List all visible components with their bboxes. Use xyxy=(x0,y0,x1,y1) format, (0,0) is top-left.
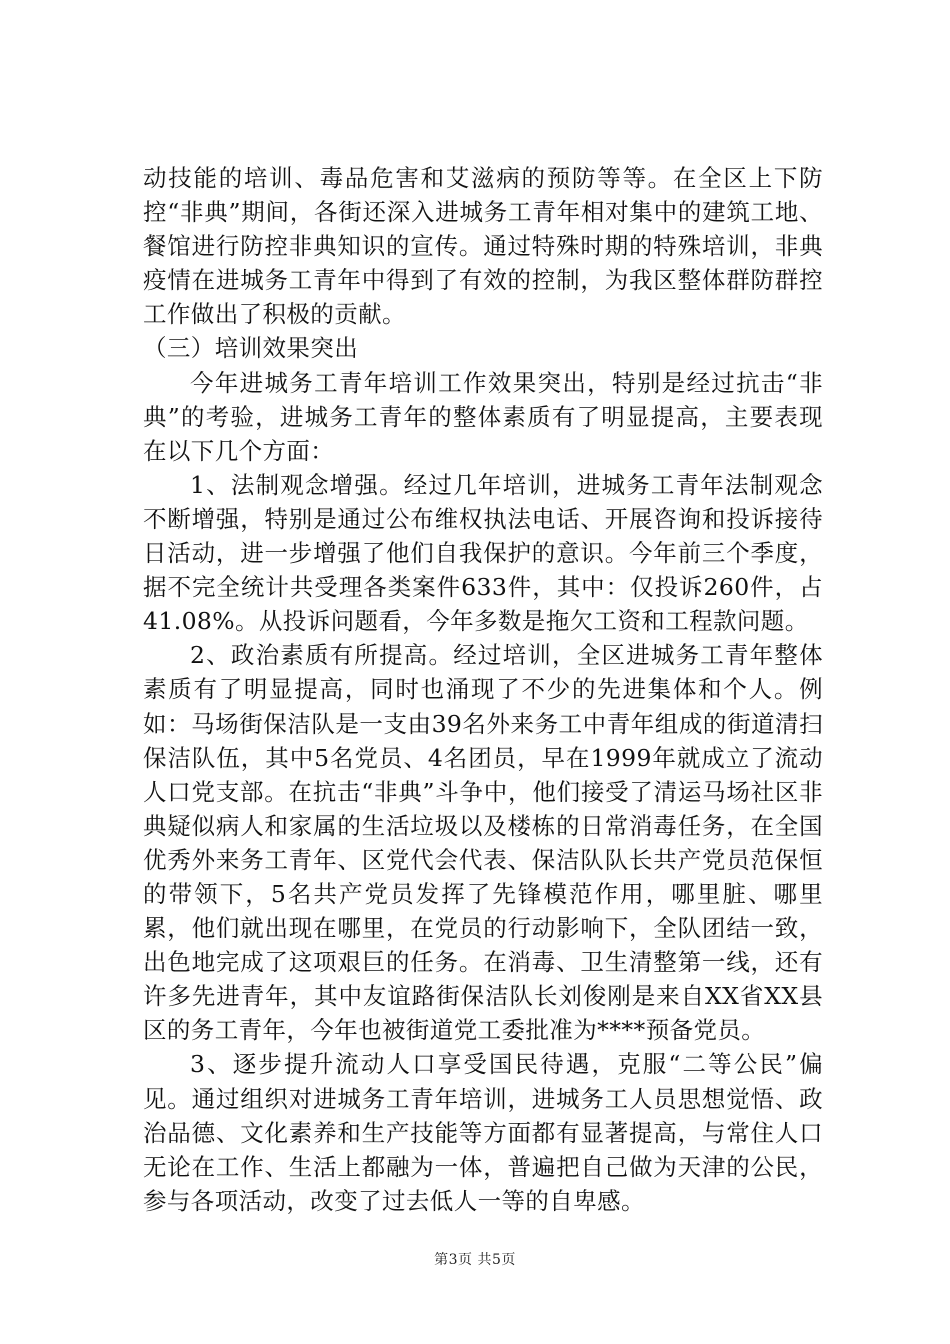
paragraph-item-1: 1、法制观念增强。经过几年培训，进城务工青年法制观念不断增强，特别是通过公布维权执法电话、开展咨询和投诉接待日活动，进一步增强了他们自我保护的意识。今年前三个季度，据不完全统计共受理各类案件633件，其中：仅投诉260件，占41.08%。从投诉问题看，今年多数是拖欠工资和工程款问题。 xyxy=(143,470,823,636)
paragraph-item-3: 3、逐步提升流动人口享受国民待遇，克服“二等公民”偏见。通过组织对进城务工青年培训，进城务工人员思想觉悟、政治品德、文化素养和生产技能等方面都有显著提高，与常住人口无论在工作、生活上都融为一体，普遍把自己做为天津的公民，参与各项活动，改变了过去低人一等的自卑感。 xyxy=(143,1050,823,1215)
page-number-footer: 第3页 共5页 xyxy=(434,1252,516,1268)
paragraph-item-2: 2、政治素质有所提高。经过培训，全区进城务工青年整体素质有了明显提高，同时也涌现了不少的先进集体和个人。例如：马场街保洁队是一支由39名外来务工中青年组成的街道清扫保洁队伍，其中5名党员、4名团员，早在1999年就成立了流动人口党支部。在抗击“非典”斗争中，他们接受了清运马场社区非典疑似病人和家属的生活垃圾以及楼栋的日常消毒任务，在全国优秀外来务工青年、区党代会代表、保洁队队长共产党员范保恒的带领下，5名共产党员发挥了先锋模范作用，哪里脏、哪里累，他们就出现在哪里，在党员的行动影响下，全队团结一致，出色地完成了这项艰巨的任务。在消毒、卫生清整第一线，还有许多先进青年，其中友谊路街保洁队长刘俊刚是来自XX省XX县区的务工青年，今年也被街道党工委批准为****预备党员。 xyxy=(143,641,823,1045)
section-subheading: （三）培训效果突出 xyxy=(143,334,359,363)
document-body xyxy=(143,161,823,1218)
paragraph-continuation: 动技能的培训、毒品危害和艾滋病的预防等等。在全区上下防控“非典”期间，各街还深入进城务工青年相对集中的建筑工地、餐馆进行防控非典知识的宣传。通过特殊时期的特殊培训，非典疫情在进城务工青年中得到了有效的控制，为我区整体群防群控工作做出了积极的贡献。 xyxy=(143,164,823,329)
paragraph-intro: 今年进城务工青年培训工作效果突出，特别是经过抗击“非典”的考验，进城务工青年的整体素质有了明显提高，主要表现在以下几个方面： xyxy=(143,368,823,465)
